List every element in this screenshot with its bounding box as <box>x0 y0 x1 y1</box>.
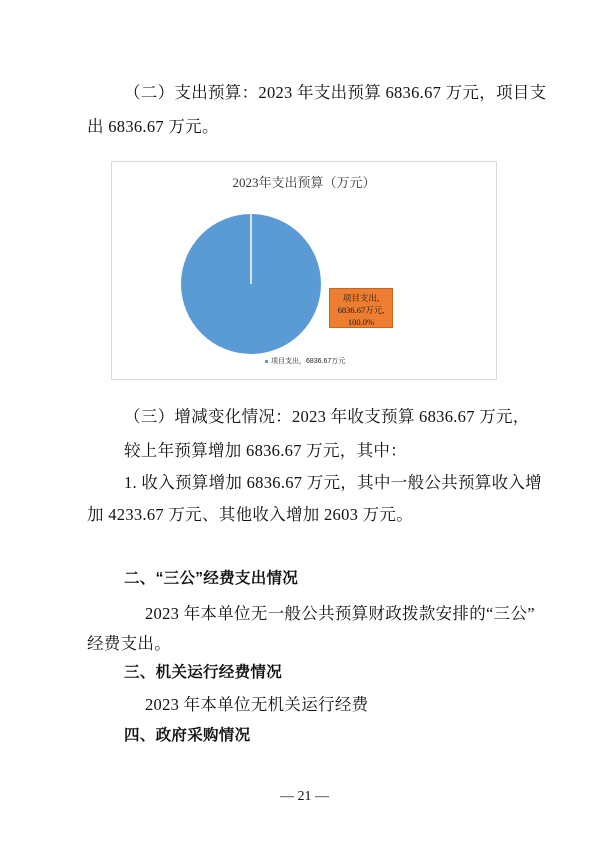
operating-expenses-para: 2023 年本单位无机关运行经费 <box>145 695 369 714</box>
expense-pie-chart <box>111 161 497 380</box>
heading-government-procurement: 四、政府采购情况 <box>124 727 251 744</box>
data-label-category: 项目支出, <box>342 293 380 303</box>
three-public-para-line-2: 经费支出。 <box>87 634 171 653</box>
change-line-4: 加 4233.67 万元、其他收入增加 2603 万元。 <box>87 505 414 524</box>
change-line-1: （三）增减变化情况：2023 年收支预算 6836.67 万元， <box>124 407 530 426</box>
page-number: — 21 — <box>280 789 329 804</box>
change-line-3: 1. 收入预算增加 6836.67 万元，其中一般公共预算收入增 <box>124 473 542 492</box>
chart-title: 2023年支出预算（万元） <box>232 175 376 190</box>
legend-text: 项目支出，6836.67万元 <box>271 358 346 365</box>
three-public-para-line-1: 2023 年本单位无一般公共预算财政拨款安排的“三公” <box>145 604 535 623</box>
expense-budget-line-1: （二）支出预算：2023 年支出预算 6836.67 万元，项目支 <box>124 83 547 102</box>
data-label-value: 6836.67万元, <box>337 305 385 315</box>
legend-marker <box>265 360 268 363</box>
heading-operating-expenses: 三、机关运行经费情况 <box>124 664 283 681</box>
data-label-percent: 100.0% <box>347 317 375 327</box>
expense-budget-line-2: 出 6836.67 万元。 <box>87 117 219 136</box>
pie-data-label <box>329 288 393 328</box>
change-line-2: 较上年预算增加 6836.67 万元，其中： <box>124 441 407 460</box>
heading-three-public-expenses: 二、“三公”经费支出情况 <box>124 570 299 587</box>
pie-canvas <box>112 162 496 379</box>
chart-legend <box>265 356 345 366</box>
